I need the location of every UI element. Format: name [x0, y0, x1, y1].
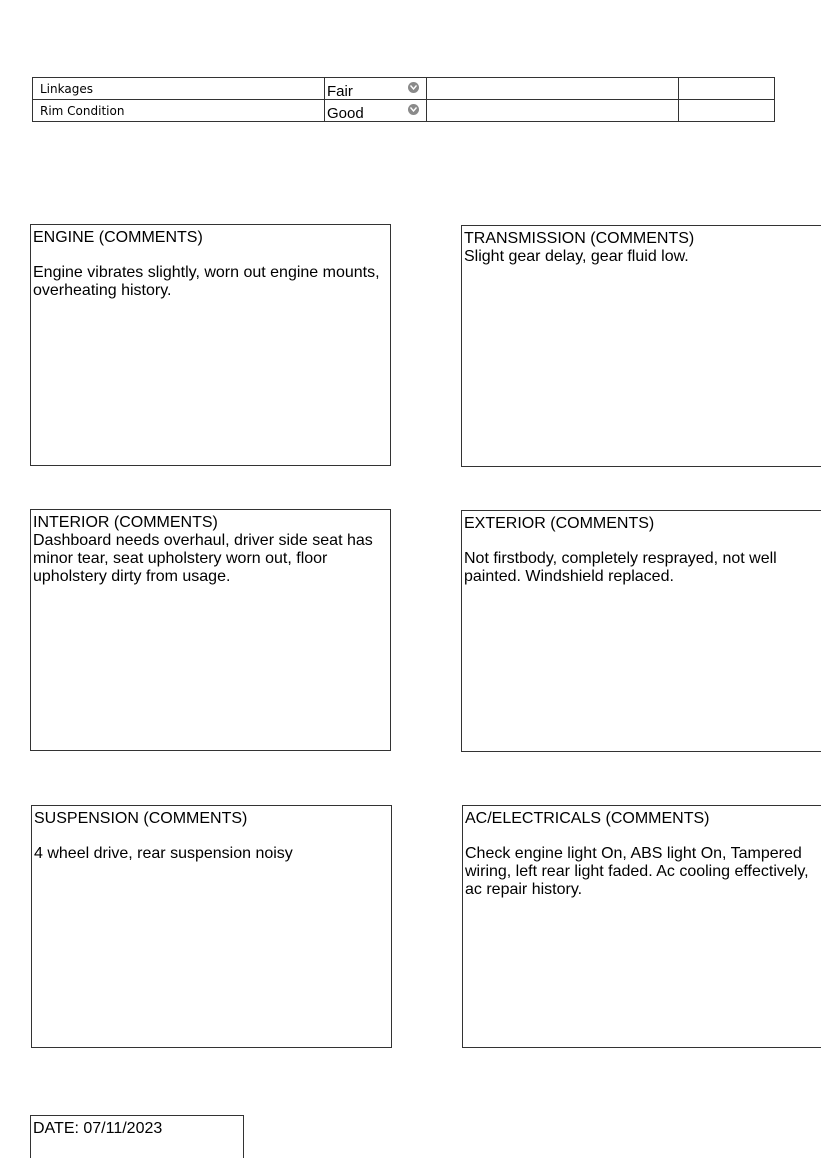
rating-label: Linkages	[33, 78, 325, 100]
ac-electricals-comments-box[interactable]	[462, 805, 821, 1048]
linkages-select[interactable]	[325, 78, 427, 100]
exterior-comments-box[interactable]	[461, 510, 821, 752]
ac-electricals-comments-title: AC/ELECTRICALS (COMMENTS)	[465, 810, 710, 827]
select-value: Fair	[327, 83, 353, 100]
transmission-comments-box[interactable]	[461, 225, 821, 467]
interior-comments-text: Dashboard needs overhaul, driver side seat has minor tear, seat upholstery worn out, floor upholstery dirty from usage.	[33, 532, 373, 585]
chevron-down-icon[interactable]	[408, 82, 419, 93]
rating-notes-cell	[427, 78, 679, 100]
engine-comments-text: Engine vibrates slightly, worn out engine mounts, overheating history.	[33, 264, 380, 299]
rating-notes-cell	[427, 100, 679, 122]
rating-extra-cell	[679, 100, 775, 122]
transmission-comments-title: TRANSMISSION (COMMENTS)	[464, 230, 695, 247]
engine-comments-title: ENGINE (COMMENTS)	[33, 229, 203, 246]
suspension-comments-box[interactable]	[31, 805, 392, 1048]
date-text: DATE: 07/11/2023	[33, 1120, 163, 1137]
ac-electricals-comments-text: Check engine light On, ABS light On, Tampered wiring, left rear light faded. Ac cooling effectively, ac repair history.	[465, 845, 809, 898]
rating-extra-cell	[679, 78, 775, 100]
exterior-comments-title: EXTERIOR (COMMENTS)	[464, 515, 655, 532]
rating-label: Rim Condition	[33, 100, 325, 122]
select-value: Good	[327, 105, 364, 122]
ratings-table	[32, 77, 775, 122]
exterior-comments-text: Not firstbody, completely resprayed, not well painted. Windshield replaced.	[464, 550, 777, 585]
date-field[interactable]	[30, 1115, 244, 1158]
table-row	[33, 100, 775, 122]
rim-condition-select[interactable]	[325, 100, 427, 122]
suspension-comments-title: SUSPENSION (COMMENTS)	[34, 810, 248, 827]
interior-comments-box[interactable]	[30, 509, 391, 751]
transmission-comments-text: Slight gear delay, gear fluid low.	[464, 248, 689, 265]
chevron-down-icon[interactable]	[408, 104, 419, 115]
suspension-comments-text: 4 wheel drive, rear suspension noisy	[34, 845, 293, 862]
interior-comments-title: INTERIOR (COMMENTS)	[33, 514, 218, 531]
engine-comments-box[interactable]	[30, 224, 391, 466]
table-row	[33, 78, 775, 100]
